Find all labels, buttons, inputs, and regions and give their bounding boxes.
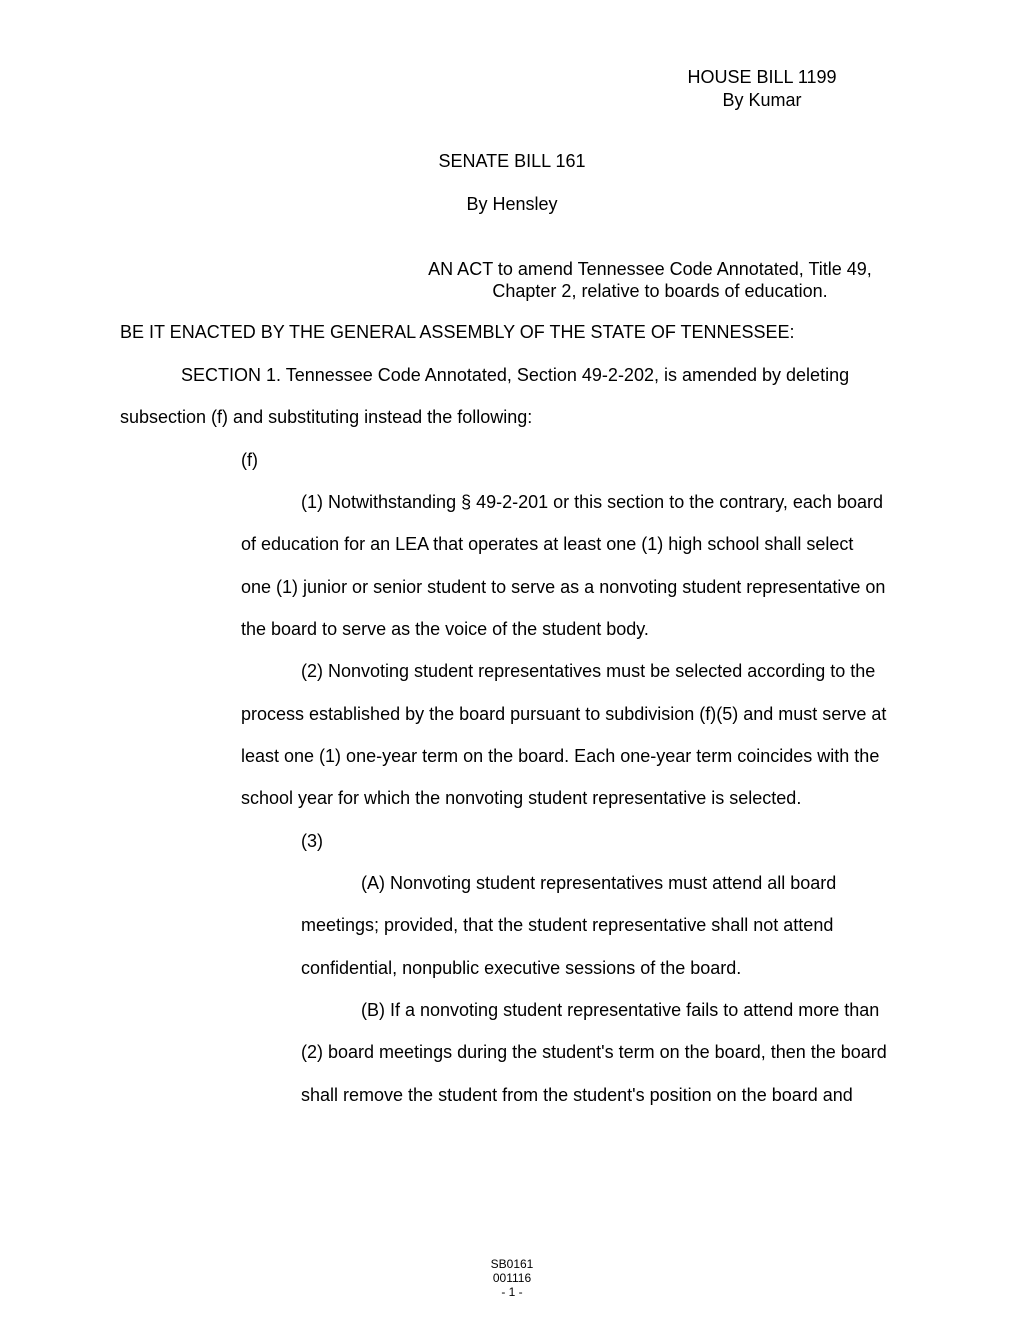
paragraph-3-label: (3) (301, 831, 323, 851)
body-line: least one (1) one-year term on the board. Each one-year term coincides with the (241, 746, 880, 766)
caption-line: AN ACT to amend Tennessee Code Annotated, Title 49, (428, 259, 872, 279)
footer-draft-code: 001116 (492, 1271, 532, 1285)
house-bill-number: HOUSE BILL 1199 (687, 67, 837, 87)
body-line: one (1) junior or senior student to serve as a nonvoting student representative on (241, 577, 886, 597)
body-line: SECTION 1. Tennessee Code Annotated, Section 49-2-202, is amended by deleting (181, 365, 850, 385)
body-line: subsection (f) and substituting instead the following: (120, 407, 533, 427)
body-line: confidential, nonpublic executive sessions of the board. (301, 958, 742, 978)
caption-line: Chapter 2, relative to boards of education. (492, 281, 828, 301)
footer-bill-code: SB0161 (490, 1257, 534, 1271)
footer-page-number: - 1 - (501, 1285, 523, 1299)
body-line: (2) board meetings during the student's term on the board, then the board (301, 1042, 887, 1062)
body-line: of education for an LEA that operates at least one (1) high school shall select (241, 534, 854, 554)
senate-bill-number: SENATE BILL 161 (438, 151, 586, 171)
body-line: (B) If a nonvoting student representative fails to attend more than (361, 1000, 880, 1020)
body-line: the board to serve as the voice of the student body. (241, 619, 649, 639)
body-line: shall remove the student from the student's position on the board and (301, 1085, 853, 1105)
body-line: (1) Notwithstanding § 49-2-201 or this section to the contrary, each board (301, 492, 883, 512)
subsection-label: (f) (241, 450, 258, 470)
body-line: process established by the board pursuant to subdivision (f)(5) and must serve at (241, 704, 887, 724)
body-line: meetings; provided, that the student representative shall not attend (301, 915, 834, 935)
senate-bill-sponsor: By Hensley (466, 194, 558, 214)
enacting-clause: BE IT ENACTED BY THE GENERAL ASSEMBLY OF THE STATE OF TENNESSEE: (120, 322, 795, 342)
body-line: (2) Nonvoting student representatives must be selected according to the (301, 661, 876, 681)
house-bill-sponsor: By Kumar (722, 90, 802, 110)
body-line: (A) Nonvoting student representatives must attend all board (361, 873, 837, 893)
body-line: school year for which the nonvoting student representative is selected. (241, 788, 802, 808)
